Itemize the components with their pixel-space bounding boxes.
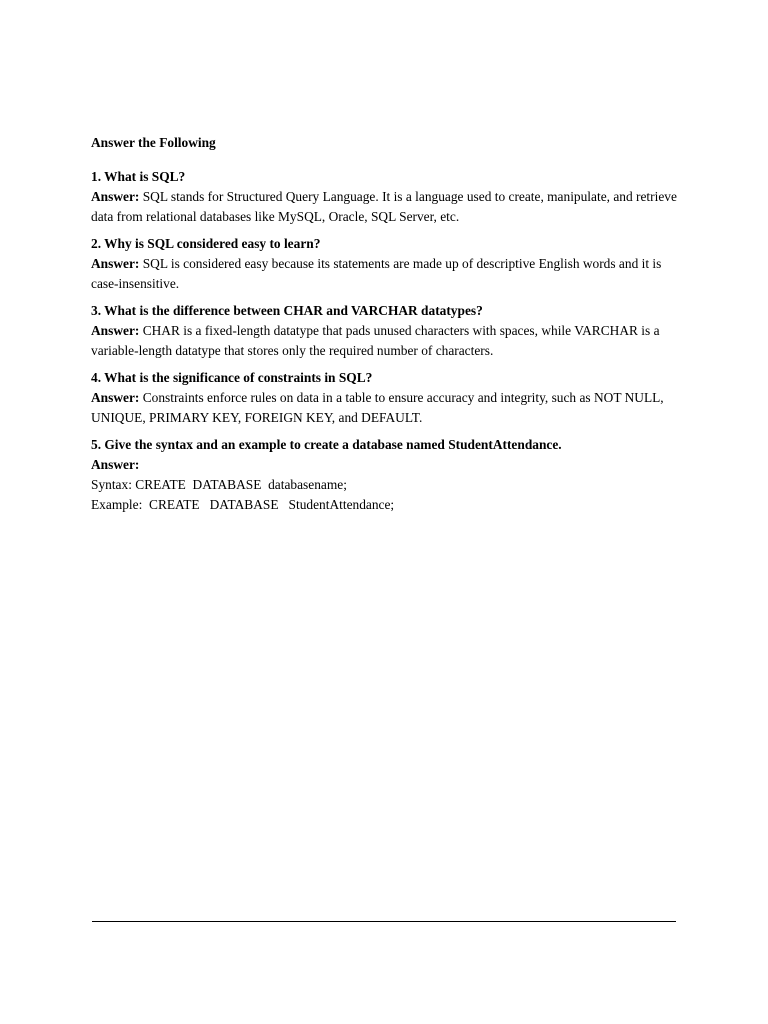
answer-paragraph (91, 455, 681, 475)
question-text: 5. Give the syntax and an example to create a database named StudentAttendance. (91, 437, 562, 452)
question-block-5 (91, 435, 681, 515)
answer-label: Answer: (91, 256, 140, 271)
answer-paragraph (91, 254, 681, 294)
example-line: Example: CREATE DATABASE StudentAttendance; (91, 497, 395, 512)
answer-text: SQL stands for Structured Query Language. It is a language used to create, manipulate, and retrieve data from relational databases like MySQL, Oracle, SQL Server, etc. (91, 189, 677, 224)
answer-paragraph (91, 388, 681, 428)
syntax-line: Syntax: CREATE DATABASE databasename; (91, 477, 347, 492)
document-heading: Answer the Following (91, 135, 216, 150)
question-block-1 (91, 167, 681, 227)
answer-paragraph (91, 187, 681, 227)
question-block-2 (91, 234, 681, 294)
answer-label: Answer: (91, 390, 140, 405)
question-block-3 (91, 301, 681, 361)
document-page (91, 133, 681, 522)
answer-label: Answer: (91, 323, 140, 338)
answer-label: Answer: (91, 189, 140, 204)
question-text: 2. Why is SQL considered easy to learn? (91, 236, 321, 251)
answer-text: SQL is considered easy because its statements are made up of descriptive English words and it is case-insensitive. (91, 256, 662, 291)
answer-label: Answer: (91, 457, 140, 472)
question-text: 1. What is SQL? (91, 169, 186, 184)
answer-paragraph (91, 321, 681, 361)
footer-divider (92, 921, 676, 922)
question-text: 3. What is the difference between CHAR and VARCHAR datatypes? (91, 303, 483, 318)
answer-text: Constraints enforce rules on data in a table to ensure accuracy and integrity, such as NOT NULL, UNIQUE, PRIMARY KEY, FOREIGN KEY, and DEFAULT. (91, 390, 664, 425)
question-text: 4. What is the significance of constraints in SQL? (91, 370, 373, 385)
question-block-4 (91, 368, 681, 428)
answer-text: CHAR is a fixed-length datatype that pads unused characters with spaces, while VARCHAR is a variable-length datatype that stores only the required number of characters. (91, 323, 660, 358)
